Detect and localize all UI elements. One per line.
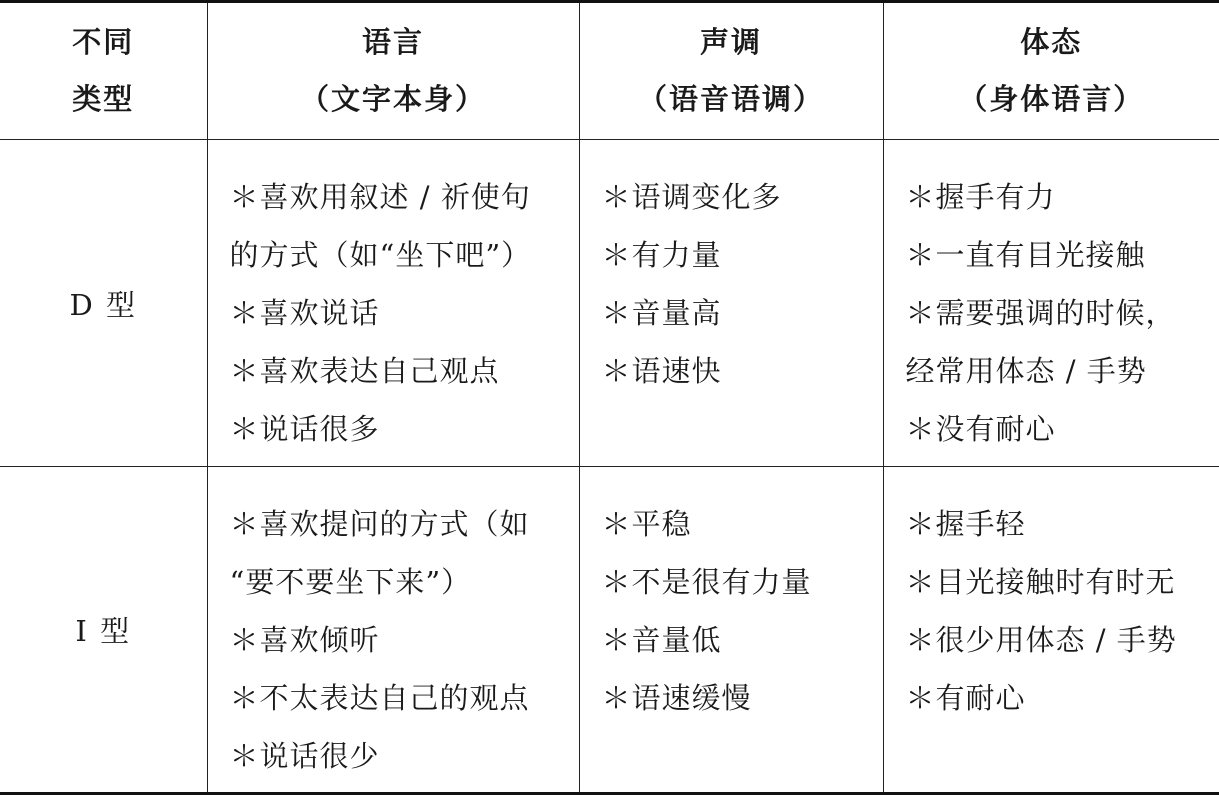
list-item: ＊音量低	[602, 611, 883, 669]
list-item: ＊喜欢说话	[230, 284, 579, 342]
header-language-line-2: （文字本身）	[208, 71, 579, 128]
list-item: ＊有力量	[602, 226, 883, 284]
language-cell-d	[207, 140, 579, 467]
list-item: ＊平稳	[602, 495, 883, 553]
header-body-line-1: 体态	[884, 14, 1219, 71]
list-item: ＊喜欢用叙述 / 祈使句	[230, 168, 579, 226]
list-item: ＊目光接触时有时无	[906, 553, 1219, 611]
header-type-line-2: 类型	[0, 71, 207, 128]
header-tone	[579, 2, 883, 140]
header-type-line-1: 不同	[0, 14, 207, 71]
list-item: 的方式（如“坐下吧”）	[230, 226, 579, 284]
body-language-cell-i	[883, 467, 1219, 794]
type-label-d: D 型	[0, 140, 207, 467]
list-item: 经常用体态 / 手势	[906, 342, 1219, 400]
list-item: ＊有耐心	[906, 669, 1219, 727]
list-item: ＊握手有力	[906, 168, 1219, 226]
list-item: ＊需要强调的时候，	[906, 284, 1219, 342]
list-item: ＊很少用体态 / 手势	[906, 611, 1219, 669]
list-item: ＊握手轻	[906, 495, 1219, 553]
table-row-d-type	[0, 140, 1219, 467]
list-item: ＊音量高	[602, 284, 883, 342]
list-item: ＊语速快	[602, 342, 883, 400]
header-language-line-1: 语言	[208, 14, 579, 71]
list-item: ＊没有耐心	[906, 400, 1219, 458]
tone-cell-d	[579, 140, 883, 467]
list-item: ＊说话很多	[230, 400, 579, 458]
list-item: ＊喜欢提问的方式（如	[230, 495, 579, 553]
list-item: ＊喜欢倾听	[230, 611, 579, 669]
list-item: ＊语调变化多	[602, 168, 883, 226]
header-body-language	[883, 2, 1219, 140]
header-body-line-2: （身体语言）	[884, 71, 1219, 128]
header-row	[0, 2, 1219, 140]
header-tone-line-2: （语音语调）	[580, 71, 883, 128]
header-tone-line-1: 声调	[580, 14, 883, 71]
body-language-cell-d	[883, 140, 1219, 467]
list-item: ＊语速缓慢	[602, 669, 883, 727]
list-item: “要不要坐下来”）	[230, 553, 579, 611]
tone-cell-i	[579, 467, 883, 794]
header-language	[207, 2, 579, 140]
type-label-i: I 型	[0, 467, 207, 794]
list-item: ＊不是很有力量	[602, 553, 883, 611]
list-item: ＊喜欢表达自己观点	[230, 342, 579, 400]
list-item: ＊一直有目光接触	[906, 226, 1219, 284]
list-item: ＊说话很少	[230, 727, 579, 785]
header-type	[0, 2, 207, 140]
table-row-i-type	[0, 467, 1219, 794]
language-cell-i	[207, 467, 579, 794]
list-item: ＊不太表达自己的观点	[230, 669, 579, 727]
